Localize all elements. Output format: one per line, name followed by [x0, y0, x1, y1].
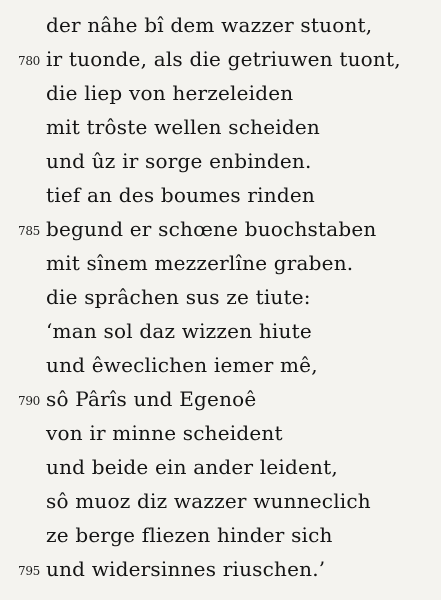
- verse-text: die liep von herzeleiden: [46, 81, 294, 105]
- cropped-next-line: [0, 590, 441, 600]
- verse-text: und êweclichen iemer mê,: [46, 353, 318, 377]
- verse-text: tief an des boumes rinden: [46, 183, 315, 207]
- verse-text: ‘man sol daz wizzen hiute: [46, 319, 312, 343]
- verse-text: mit trôste wellen scheiden: [46, 115, 321, 139]
- verse-line: [0, 148, 441, 176]
- line-number: 780: [18, 54, 41, 68]
- verse-text: mit sînem mezzerlîne graben.: [46, 251, 354, 275]
- verse-line: [0, 284, 441, 312]
- line-number: 790: [18, 394, 41, 408]
- verse-text: die sprâchen sus ze tiute:: [46, 285, 311, 309]
- verse-text: begund er schœne buochstaben: [46, 217, 377, 241]
- line-number: 795: [18, 564, 41, 578]
- verse-text: ze berge fliezen hinder sich: [46, 523, 333, 547]
- verse-text: der nâhe bî dem wazzer stuont,: [46, 13, 373, 37]
- verse-text: und ûz ir sorge enbinden.: [46, 149, 312, 173]
- verse-line: [0, 522, 441, 550]
- verse-text: sô Pârîs und Egenoê: [46, 387, 257, 411]
- verse-text: sô muoz diz wazzer wunneclich: [46, 489, 371, 513]
- verse-line: [0, 488, 441, 516]
- verse-line: [0, 250, 441, 278]
- verse-line: [0, 454, 441, 482]
- verse-text: von ir minne scheident: [46, 421, 283, 445]
- verse-line: [0, 182, 441, 210]
- verse-line: [0, 114, 441, 142]
- verse-line: [0, 318, 441, 346]
- verse-line: [0, 386, 441, 414]
- line-number: 785: [18, 224, 41, 238]
- verse-line: [0, 12, 441, 40]
- verse-line: [0, 80, 441, 108]
- verse-text: und widersinnes riuschen.’: [46, 557, 326, 581]
- verse-text: ir tuonde, als die getriuwen tuont,: [46, 47, 401, 71]
- verse-line: [0, 216, 441, 244]
- verse-line: [0, 352, 441, 380]
- verse-line: [0, 46, 441, 74]
- verse-line: [0, 556, 441, 584]
- verse-text: und beide ein ander leident,: [46, 455, 338, 479]
- verse-line: [0, 420, 441, 448]
